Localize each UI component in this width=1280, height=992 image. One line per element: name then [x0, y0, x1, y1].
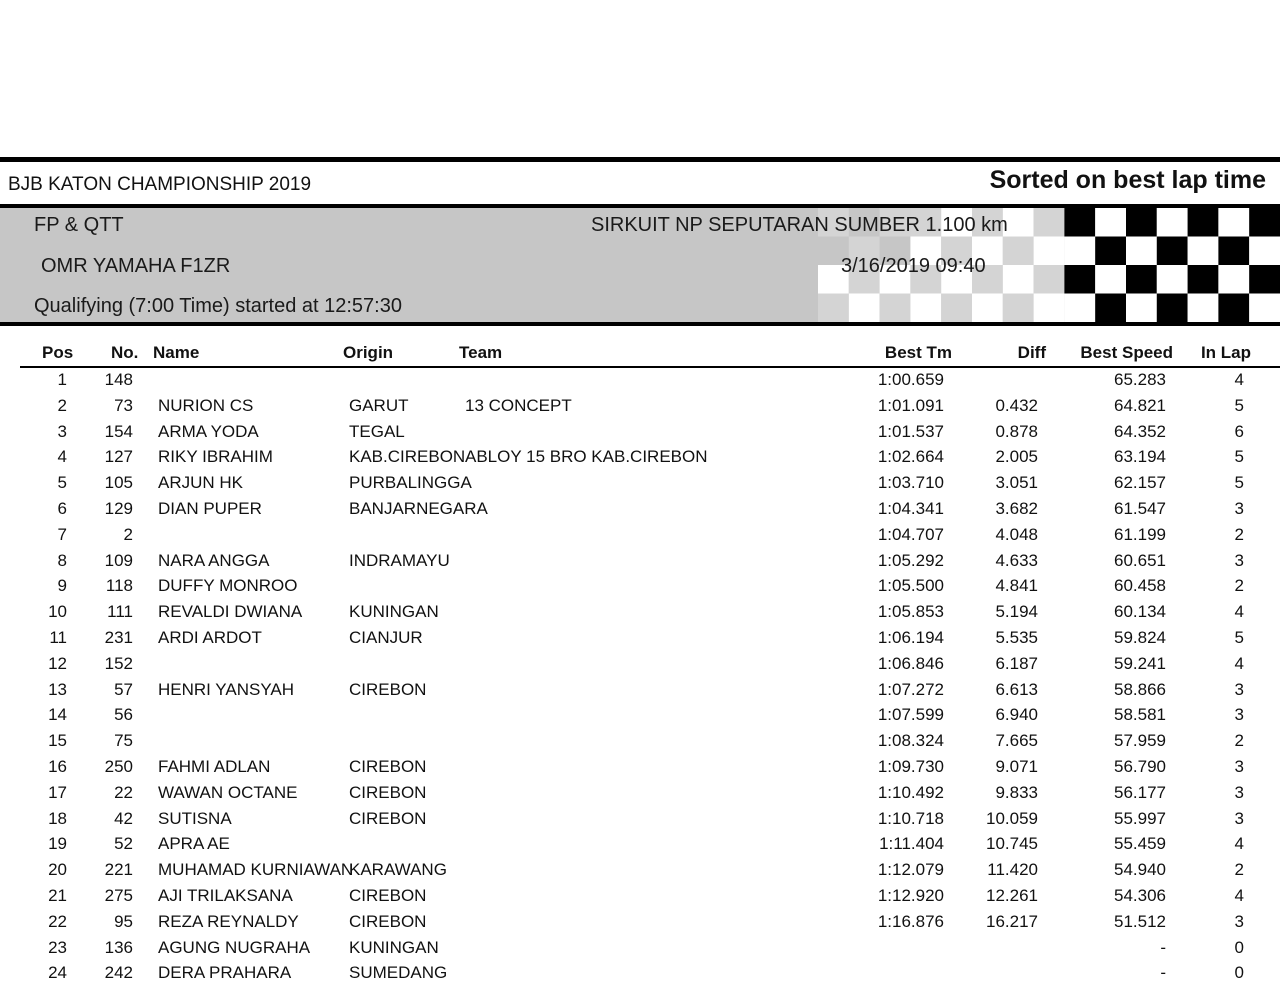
flag-square: [1249, 294, 1280, 323]
cell-in-lap: 2: [1234, 576, 1244, 596]
race-class: OMR YAMAHA F1ZR: [41, 255, 231, 277]
cell-best-speed: 54.940: [1114, 860, 1166, 880]
cell-number: 154: [104, 421, 133, 441]
cell-number: 95: [114, 911, 133, 931]
cell-rider-name: WAWAN OCTANE: [158, 782, 298, 802]
cell-position: 11: [49, 628, 67, 647]
table-row: [0, 886, 1280, 912]
cell-origin: PURBALINGGA: [349, 473, 472, 493]
cell-number: 152: [104, 653, 133, 673]
cell-best-time: 1:10.718: [877, 808, 944, 828]
cell-best-time: 1:09.730: [877, 757, 944, 776]
flag-square: [1003, 237, 1034, 266]
session-type: FP & QTT: [34, 214, 124, 236]
table-row: [0, 551, 1280, 577]
band-bottom-rule: [0, 322, 1280, 326]
table-row: [0, 602, 1280, 628]
cell-best-time: 1:02.664: [877, 447, 944, 467]
flag-square: [1126, 237, 1157, 266]
flag-square: [1188, 237, 1219, 266]
cell-diff: 2.005: [995, 447, 1038, 467]
cell-position: 17: [48, 782, 67, 802]
cell-diff: 4.633: [995, 550, 1038, 570]
cell-best-time: 1:06.846: [877, 653, 944, 673]
cell-in-lap: 2: [1234, 731, 1244, 751]
table-row: [0, 422, 1280, 448]
cell-number: 57: [114, 679, 133, 699]
cell-diff: 5.535: [995, 628, 1038, 647]
cell-best-time: 1:12.920: [877, 886, 944, 905]
table-row: [0, 860, 1280, 886]
flag-square: [1034, 208, 1065, 237]
flag-square: [1003, 265, 1034, 294]
cell-best-time: 1:00.659: [877, 370, 944, 389]
cell-rider-name: DERA PRAHARA: [158, 963, 292, 983]
col-header-best-time: Best Tm: [884, 343, 952, 362]
cell-number: 56: [114, 705, 133, 725]
flag-square: [1188, 208, 1219, 237]
cell-rider-name: SUTISNA: [158, 808, 232, 828]
cell-position: 4: [57, 447, 67, 467]
cell-best-speed: 60.651: [1114, 550, 1166, 570]
cell-diff: 0.878: [995, 421, 1038, 441]
cell-position: 5: [57, 473, 67, 493]
flag-square: [1034, 265, 1065, 294]
col-header-name: Name: [153, 343, 200, 362]
cell-position: 13: [48, 679, 67, 699]
cell-origin: KARAWANG: [349, 860, 447, 880]
cell-best-time: 1:01.091: [877, 395, 944, 415]
cell-number: 73: [114, 395, 133, 415]
cell-rider-name: DIAN PUPER: [158, 499, 262, 518]
cell-origin: KAB.CIREBON: [349, 447, 466, 467]
cell-diff: 4.841: [995, 576, 1038, 596]
cell-position: 10: [48, 602, 67, 622]
cell-number: 2: [123, 524, 133, 544]
table-row: [0, 705, 1280, 731]
flag-square: [1157, 208, 1188, 237]
cell-origin: INDRAMAYU: [349, 550, 450, 570]
cell-rider-name: AJI TRILAKSANA: [158, 886, 293, 905]
header-underline: [20, 366, 1280, 368]
sort-caption: Sorted on best lap time: [989, 166, 1266, 194]
cell-best-time: 1:06.194: [877, 628, 944, 647]
flag-square: [1095, 208, 1126, 237]
cell-in-lap: 4: [1234, 602, 1244, 622]
cell-best-speed: 55.459: [1114, 834, 1166, 854]
cell-in-lap: 2: [1234, 860, 1244, 880]
cell-best-time: 1:11.404: [879, 834, 944, 854]
flag-square: [1126, 265, 1157, 294]
top-rule: [0, 157, 1280, 162]
cell-rider-name: NARA ANGGA: [158, 550, 270, 570]
cell-position: 19: [48, 834, 67, 854]
cell-origin: CIREBON: [349, 808, 427, 828]
cell-position: 18: [48, 808, 67, 828]
cell-best-speed: -: [1160, 963, 1166, 983]
cell-rider-name: HENRI YANSYAH: [158, 679, 295, 699]
cell-in-lap: 3: [1234, 499, 1244, 518]
flag-square: [1034, 294, 1065, 323]
cell-origin: CIREBON: [349, 886, 427, 905]
col-header-no: No.: [111, 343, 139, 362]
cell-number: 136: [104, 937, 133, 957]
cell-in-lap: 5: [1234, 395, 1244, 415]
cell-number: 148: [104, 370, 133, 389]
cell-diff: 3.051: [995, 473, 1038, 493]
cell-best-speed: 56.177: [1114, 782, 1166, 802]
flag-square: [1064, 265, 1095, 294]
cell-in-lap: 4: [1234, 370, 1244, 389]
cell-number: 111: [107, 602, 133, 622]
flag-square: [1034, 237, 1065, 266]
cell-in-lap: 0: [1234, 937, 1244, 957]
cell-origin: CIREBON: [349, 782, 427, 802]
cell-best-speed: -: [1160, 937, 1166, 957]
cell-rider-name: APRA AE: [158, 834, 230, 854]
cell-in-lap: 3: [1234, 757, 1244, 776]
cell-rider-name: FAHMI ADLAN: [158, 757, 271, 776]
cell-best-speed: 60.134: [1114, 602, 1166, 622]
table-row: [0, 834, 1280, 860]
cell-diff: 3.682: [995, 499, 1038, 518]
cell-in-lap: 4: [1234, 886, 1244, 905]
flag-square: [941, 294, 972, 323]
table-row: [0, 938, 1280, 964]
cell-diff: 0.432: [995, 395, 1038, 415]
cell-best-speed: 63.194: [1114, 447, 1166, 467]
cell-number: 118: [105, 576, 133, 596]
cell-best-time: 1:08.324: [877, 731, 944, 751]
circuit-name: SIRKUIT NP SEPUTARAN SUMBER 1.100 km: [591, 214, 1008, 236]
cell-in-lap: 3: [1234, 705, 1244, 725]
cell-best-speed: 56.790: [1114, 757, 1166, 776]
cell-number: 250: [104, 757, 133, 776]
cell-position: 20: [48, 860, 67, 880]
cell-best-time: 1:04.341: [877, 499, 944, 518]
cell-best-time: 1:12.079: [877, 860, 944, 880]
cell-number: 109: [104, 550, 133, 570]
table-row: [0, 525, 1280, 551]
flag-square: [1126, 208, 1157, 237]
cell-in-lap: 3: [1234, 550, 1244, 570]
flag-square: [1157, 237, 1188, 266]
flag-square: [1218, 294, 1249, 323]
cell-best-time: 1:07.599: [877, 705, 944, 725]
table-row: [0, 576, 1280, 602]
cell-position: 9: [57, 576, 67, 596]
session-datetime: 3/16/2019 09:40: [841, 255, 986, 277]
cell-diff: 9.833: [995, 782, 1038, 802]
cell-diff: 6.187: [995, 653, 1038, 673]
cell-best-speed: 60.458: [1114, 576, 1166, 596]
cell-best-speed: 61.199: [1114, 524, 1166, 544]
flag-square: [1218, 237, 1249, 266]
cell-diff: 7.665: [995, 731, 1038, 751]
cell-diff: 10.059: [986, 808, 1038, 828]
cell-in-lap: 3: [1234, 782, 1244, 802]
cell-best-speed: 58.866: [1114, 679, 1166, 699]
cell-best-speed: 61.547: [1114, 499, 1166, 518]
cell-in-lap: 4: [1234, 653, 1244, 673]
cell-in-lap: 3: [1234, 808, 1244, 828]
table-row: [0, 912, 1280, 938]
table-row: [0, 809, 1280, 835]
cell-rider-name: NURION CS: [158, 395, 254, 415]
cell-in-lap: 3: [1234, 679, 1244, 699]
cell-best-time: 1:16.876: [877, 911, 944, 931]
cell-in-lap: 5: [1234, 447, 1244, 467]
cell-position: 22: [48, 911, 67, 931]
championship-title: BJB KATON CHAMPIONSHIP 2019: [8, 174, 312, 195]
table-row: [0, 731, 1280, 757]
cell-number: 127: [104, 447, 133, 467]
qualifying-info: Qualifying (7:00 Time) started at 12:57:30: [34, 295, 402, 317]
col-header-team: Team: [459, 343, 503, 362]
col-header-in-lap: In Lap: [1200, 343, 1251, 362]
flag-square: [1095, 265, 1126, 294]
cell-best-time: 1:01.537: [877, 421, 944, 441]
cell-in-lap: 0: [1234, 963, 1244, 983]
table-row: [0, 757, 1280, 783]
cell-best-time: 1:07.272: [877, 679, 944, 699]
flag-square: [1157, 294, 1188, 323]
flag-square: [1095, 237, 1126, 266]
cell-diff: 16.217: [986, 911, 1038, 931]
cell-rider-name: ARDI ARDOT: [158, 628, 262, 647]
cell-position: 23: [48, 937, 67, 957]
cell-rider-name: AGUNG NUGRAHA: [158, 937, 311, 957]
cell-origin: GARUT: [349, 395, 409, 415]
flag-square: [1249, 265, 1280, 294]
cell-position: 1: [57, 370, 67, 389]
cell-diff: 4.048: [995, 524, 1038, 544]
flag-square: [972, 294, 1003, 323]
table-row: [0, 654, 1280, 680]
cell-origin: CIREBON: [349, 757, 427, 776]
flag-square: [1095, 294, 1126, 323]
cell-origin: BANJARNEGARA: [349, 499, 488, 518]
cell-best-time: 1:10.492: [877, 782, 944, 802]
cell-team: 13 CONCEPT: [465, 395, 572, 415]
cell-best-speed: 58.581: [1114, 705, 1166, 725]
cell-diff: 9.071: [995, 757, 1038, 776]
cell-number: 105: [104, 473, 133, 493]
table-row: [0, 680, 1280, 706]
flag-square: [1064, 294, 1095, 323]
col-header-best-speed: Best Speed: [1080, 343, 1173, 362]
flag-square: [1064, 208, 1095, 237]
table-row: [0, 447, 1280, 473]
cell-position: 21: [48, 886, 67, 905]
cell-best-time: 1:03.710: [877, 473, 944, 493]
cell-diff: 10.745: [986, 834, 1038, 854]
cell-best-speed: 59.824: [1114, 628, 1166, 647]
cell-rider-name: DUFFY MONROO: [158, 576, 298, 596]
col-header-origin: Origin: [343, 343, 394, 362]
cell-origin: CIREBON: [349, 679, 427, 699]
cell-best-time: 1:05.500: [877, 576, 944, 596]
flag-square: [1249, 237, 1280, 266]
cell-best-speed: 54.306: [1114, 886, 1166, 905]
cell-position: 15: [48, 731, 67, 751]
cell-rider-name: REVALDI DWIANA: [158, 602, 303, 622]
table-row: [0, 473, 1280, 499]
cell-diff: 6.613: [995, 679, 1038, 699]
cell-in-lap: 6: [1234, 421, 1244, 441]
cell-position: 16: [48, 757, 67, 776]
cell-diff: 12.261: [986, 886, 1038, 905]
cell-best-time: 1:04.707: [877, 524, 944, 544]
cell-origin: KUNINGAN: [349, 602, 439, 622]
cell-number: 242: [104, 963, 133, 983]
cell-best-speed: 57.959: [1114, 731, 1166, 751]
table-row: [0, 396, 1280, 422]
cell-position: 6: [57, 499, 67, 518]
flag-square: [1126, 294, 1157, 323]
table-row: [0, 628, 1280, 654]
cell-origin: KUNINGAN: [349, 937, 439, 957]
cell-number: 52: [114, 834, 133, 854]
cell-best-speed: 59.241: [1114, 653, 1166, 673]
flag-square: [849, 294, 880, 323]
flag-square: [1003, 294, 1034, 323]
cell-origin: CIREBON: [349, 911, 427, 931]
cell-number: 275: [104, 886, 133, 905]
cell-number: 42: [114, 808, 133, 828]
cell-rider-name: REZA REYNALDY: [158, 911, 299, 931]
cell-best-time: 1:05.292: [877, 550, 944, 570]
cell-number: 231: [104, 628, 133, 647]
cell-number: 129: [104, 499, 133, 518]
col-header-diff: Diff: [1017, 343, 1046, 362]
flag-square: [1188, 294, 1219, 323]
cell-best-speed: 51.512: [1114, 911, 1166, 931]
cell-in-lap: 5: [1234, 628, 1244, 647]
cell-rider-name: ARJUN HK: [158, 473, 244, 493]
cell-in-lap: 2: [1234, 524, 1244, 544]
cell-best-speed: 64.821: [1114, 395, 1166, 415]
cell-diff: 6.940: [995, 705, 1038, 725]
cell-position: 24: [48, 963, 67, 983]
cell-rider-name: RIKY IBRAHIM: [158, 447, 273, 467]
table-row: [0, 499, 1280, 525]
cell-diff: 5.194: [995, 602, 1038, 622]
flag-square: [1218, 265, 1249, 294]
session-band: [0, 208, 1280, 322]
col-header-pos: Pos: [42, 343, 74, 362]
flag-square: [910, 294, 941, 323]
cell-rider-name: ARMA YODA: [158, 421, 259, 441]
cell-team: ABLOY 15 BRO KAB.CIREBON: [465, 447, 708, 467]
flag-square: [1188, 265, 1219, 294]
cell-best-speed: 55.997: [1114, 808, 1166, 828]
cell-position: 12: [48, 653, 67, 673]
flag-square: [1064, 237, 1095, 266]
table-row: [0, 783, 1280, 809]
cell-number: 75: [114, 731, 133, 751]
cell-best-speed: 62.157: [1114, 473, 1166, 493]
cell-best-speed: 65.283: [1114, 370, 1166, 389]
cell-best-time: 1:05.853: [877, 602, 944, 622]
flag-square: [880, 294, 911, 323]
cell-in-lap: 3: [1234, 911, 1244, 931]
cell-rider-name: MUHAMAD KURNIAWAN: [158, 860, 354, 880]
table-row: [0, 370, 1280, 396]
cell-position: 8: [57, 550, 67, 570]
cell-in-lap: 4: [1234, 834, 1244, 854]
cell-number: 22: [114, 782, 133, 802]
cell-position: 14: [48, 705, 67, 725]
cell-position: 7: [57, 524, 67, 544]
cell-number: 221: [104, 860, 133, 880]
cell-best-speed: 64.352: [1114, 421, 1166, 441]
flag-square: [1249, 208, 1280, 237]
cell-in-lap: 5: [1234, 473, 1244, 493]
cell-origin: SUMEDANG: [349, 963, 448, 983]
flag-square: [1218, 208, 1249, 237]
cell-origin: TEGAL: [349, 421, 405, 441]
cell-position: 2: [57, 395, 67, 415]
table-row: [0, 963, 1280, 989]
cell-position: 3: [57, 421, 67, 441]
cell-origin: CIANJUR: [349, 628, 423, 647]
cell-diff: 11.420: [987, 860, 1038, 880]
flag-square: [818, 294, 849, 323]
flag-square: [1157, 265, 1188, 294]
